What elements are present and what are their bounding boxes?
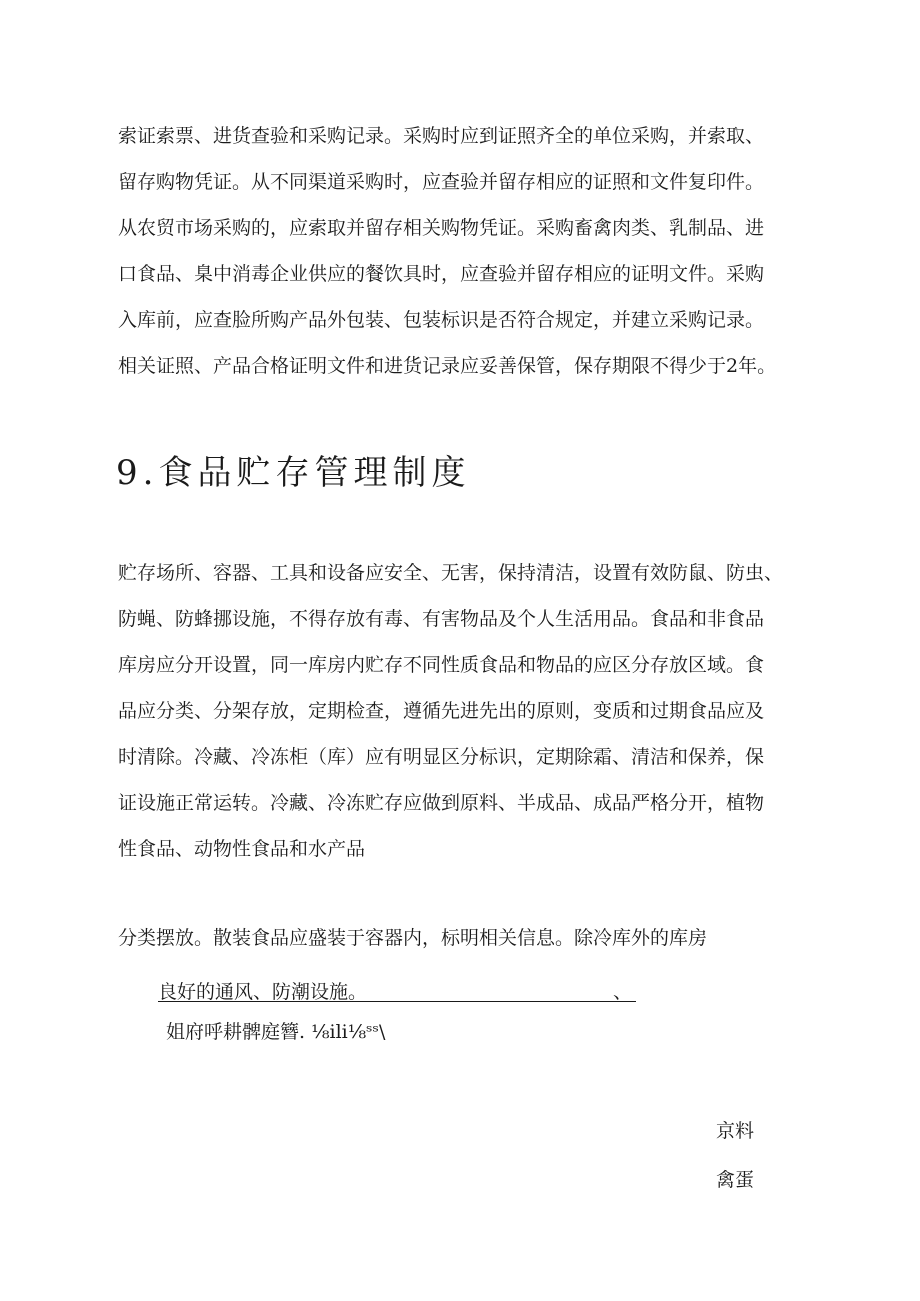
text-line: 防蝇、防蜂挪设施，不得存放有毒、有害物品及个人生活用品。食品和非食品 <box>118 608 765 630</box>
text-line: 从农贸市场采购的，应索取并留存相关购物凭证。采购畜禽肉类、乳制品、进 <box>118 217 765 239</box>
text-line: 留存购物凭证。从不同渠道采购时，应查验并留存相应的证照和文件复印件。 <box>118 171 765 193</box>
text-line: 品应分类、分架存放，定期检查，遵循先进先出的原则，变质和过期食品应及 <box>118 700 765 722</box>
text-line: 性食品、动物性食品和水产品 <box>118 838 366 860</box>
text-line: 口食品、臬中消毒企业供应的餐饮具时，应查验并留存相应的证明文件。采购 <box>118 263 765 285</box>
paragraph-procurement-records <box>118 113 818 389</box>
underlined-text: 良好的通风、防潮设施。 <box>158 981 368 1003</box>
paragraph-storage-rules <box>118 550 818 872</box>
table-cell-ingredients: 京料 <box>716 1120 755 1142</box>
text-line: 入库前，应查脸所购产品外包装、包装标识是否符合规定，并建立采购记录。 <box>118 309 765 331</box>
section-heading: 9.食品贮存管理制度 <box>116 453 471 493</box>
text-line: 分类摆放。散装食品应盛装于容器内，标明相关信息。除冷库外的库房 <box>118 927 708 949</box>
underlined-line <box>158 971 636 1002</box>
underlined-tail: 、 <box>612 981 632 1003</box>
table-cell-poultry-eggs: 禽蛋 <box>716 1169 755 1191</box>
paragraph-bulk-food <box>118 915 818 961</box>
garbled-ocr-line: 姐府呼耕髀庭簪. ⅛ili⅛ˢˢ\ <box>166 1021 386 1043</box>
text-line: 库房应分开设置，同一库房内贮存不同性质食品和物品的应区分存放区域。食 <box>118 654 765 676</box>
text-line: 相关证照、产品合格证明文件和进货记录应妥善保管，保存期限不得少于2年。 <box>118 355 777 377</box>
text-line: 时清除。冷藏、冷冻柜（库）应有明显区分标识，定期除霜、清洁和保养，保 <box>118 746 765 768</box>
text-line: 证设施正常运转。冷藏、冷冻贮存应做到原料、半成品、成品严格分开，植物 <box>118 792 765 814</box>
text-line: 贮存场所、容器、工具和设备应安全、无害，保持清洁，设置有效防鼠、防虫、 <box>118 562 784 584</box>
text-line: 索证索票、进货查验和采购记录。采购时应到证照齐全的单位采购，并索取、 <box>118 125 765 147</box>
